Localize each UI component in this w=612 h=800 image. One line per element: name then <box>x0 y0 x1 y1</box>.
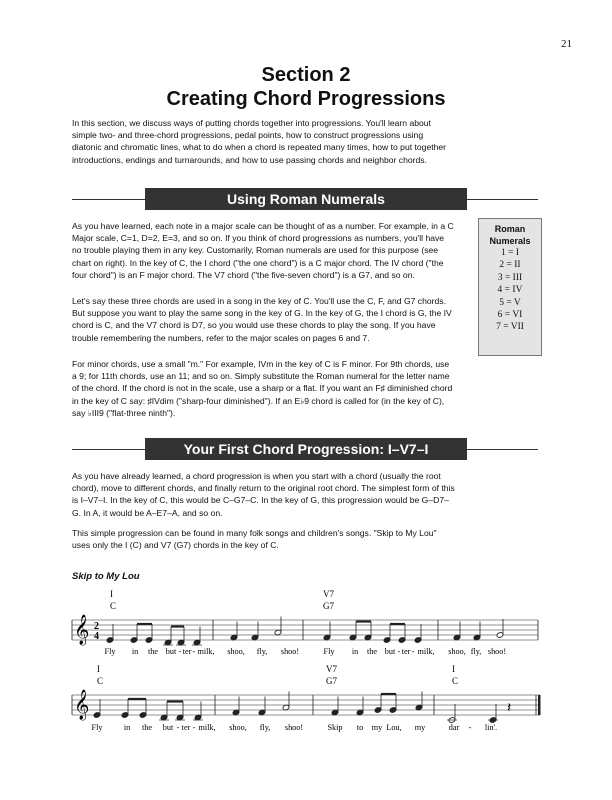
quarter-rest-icon: 𝄽 <box>507 700 512 716</box>
chord-numeral: I <box>452 664 455 674</box>
lyric: shoo! <box>487 647 507 656</box>
treble-clef-icon: 𝄞 <box>74 615 90 645</box>
intro-paragraph: In this section, we discuss ways of putting chords together into progressions. You'll learn about simple two- and three-chord progressions, pedal points, how to construct progressions using diatonic and chromatic lines, what to do when a chord is repeated many times, how to put together introductions, endings and turnarounds, and how to use passing chords and neighbor chords. <box>72 118 447 165</box>
page-title: Creating Chord Progressions <box>166 88 446 110</box>
final-barline-thick <box>538 695 541 715</box>
lyric: but <box>384 647 396 656</box>
roman-paragraph-2: Let's say these three chords are used in a song in the key of C. You'll use the C, F, and G7 chords. But suppose you want to play the same song in the key of G. In the key of G, the I chord is G, the IV chord is C, and the V7 chord is D7, so you would use these chords to play the song. If you have trouble remembering the numbers, refer to the major scales on pages 6 and 7. <box>72 296 452 343</box>
lyric: shoo, <box>448 647 466 656</box>
chord-numeral: I <box>110 589 113 599</box>
lyric: fly, <box>259 723 271 732</box>
lyric: Lou, <box>386 723 402 732</box>
lyric: lin'. <box>484 723 498 732</box>
section-label: Section 2 <box>261 64 351 86</box>
treble-clef-icon: 𝄞 <box>74 690 90 720</box>
lyric: Fly <box>323 647 335 656</box>
lyric: - <box>192 647 196 656</box>
lyric: - <box>192 723 196 732</box>
lyric: in <box>351 647 359 656</box>
banner-using-roman-numerals: Using Roman Numerals <box>145 188 467 210</box>
chord-name: G7 <box>326 676 337 686</box>
chart-row: 5 = V <box>499 297 521 308</box>
lyric: but <box>162 723 174 732</box>
lyric: milk, <box>198 723 216 732</box>
progression-paragraph-2: This simple progression can be found in many folk songs and children's songs. "Skip to My Lou" uses only the I (C) and V7 (G7) chords in the key of C. <box>72 528 437 551</box>
lyric: ter <box>181 723 191 732</box>
roman-numerals-chart <box>478 218 542 356</box>
lyric: the <box>366 647 378 656</box>
roman-paragraph-3: For minor chords, use a small "m." For example, IVm in the key of C is F minor. For 9th chords, use a 9; for 11th chords, use an 11; and so on. Simply substitute the Roman numeral for the letter name of the chord. If the chord is not in the scale, use a sharp or a flat. If you want an F♯ diminished chord in the key of C say: ♯IVdim ("sharp-four diminished"). If an E♭9 chord is called for (in the key of C), say ♭III9 ("flat-three ninth"). <box>72 359 453 418</box>
time-signature: 2 <box>94 621 99 632</box>
chord-numeral: V7 <box>326 664 337 674</box>
lyric: - <box>397 647 401 656</box>
chart-row: 1 = I <box>500 248 520 258</box>
lyric: the <box>141 723 153 732</box>
lyric: shoo, <box>229 723 247 732</box>
staff-1 <box>72 614 538 646</box>
lyric: Skip <box>327 723 343 732</box>
roman-paragraph-1: As you have learned, each note in a major scale can be thought of as a number. For example, in a C Major scale, C=1, D=2, E=3, and so on. If you think of chord progressions as numbers, you'll have no trouble playing them in any key. Customarily, Roman numerals are used for this purpose (see chart on right). In the key of C, the I chord ("the one chord") is a C major chord. The IV chord ("the four chord") is an F major chord. The V7 chord ("the five-seven chord") is a G7, and so on. <box>72 221 454 280</box>
chord-name: C <box>452 676 459 686</box>
chord-name: C <box>97 676 104 686</box>
lyric: in <box>123 723 131 732</box>
staff-2 <box>72 689 541 723</box>
banner-first-chord-progression: Your First Chord Progression: I–V7–I <box>145 438 467 460</box>
chart-row: 6 = VI <box>497 310 523 321</box>
lyric: Fly <box>91 723 103 732</box>
lyric: shoo! <box>280 647 300 656</box>
chart-row: 4 = IV <box>497 285 523 296</box>
progression-paragraph-1: As you have already learned, a chord progression is when you start with a chord (usually the root chord), move to different chords, and finally return to the original root chord. The simplest form of this is I–V7–I. In the key of C, this would be C–G7–C. In the key of G, this progression would be G–D7–G. In A, it would be A–E7–A, and so on. <box>72 471 455 518</box>
lyric: ter <box>401 647 411 656</box>
chart-row: 3 = III <box>497 272 523 283</box>
chord-numeral: I <box>97 664 100 674</box>
sheet-music <box>0 580 612 765</box>
lyric: to <box>356 723 364 732</box>
lyric: fly, <box>256 647 268 656</box>
lyric: milk, <box>197 647 215 656</box>
lyric: my <box>414 723 426 732</box>
chart-row: 2 = II <box>499 260 521 271</box>
lyric: milk, <box>417 647 435 656</box>
lyric: fly, <box>470 647 482 656</box>
lyric: in <box>131 647 139 656</box>
lyric: - <box>468 723 472 732</box>
chart-row: 7 = VII <box>496 322 524 333</box>
chord-name: C <box>110 601 117 611</box>
lyric: shoo, <box>227 647 245 656</box>
song-title: Skip to My Lou <box>72 571 140 582</box>
chord-numeral: V7 <box>323 589 334 599</box>
chord-name: G7 <box>323 601 334 611</box>
lyric: dar <box>448 723 460 732</box>
page-number: 21 <box>561 38 572 50</box>
chart-title: Roman Numerals <box>489 224 531 246</box>
lyric: Fly <box>104 647 116 656</box>
lyric: shoo! <box>284 723 304 732</box>
lyric: - <box>178 647 182 656</box>
lyric: but <box>165 647 177 656</box>
lyric: my <box>371 723 383 732</box>
lyric: the <box>147 647 159 656</box>
lyric: - <box>411 647 415 656</box>
lyric: ter <box>182 647 192 656</box>
lyric: - <box>176 723 180 732</box>
time-signature: 4 <box>94 631 99 642</box>
